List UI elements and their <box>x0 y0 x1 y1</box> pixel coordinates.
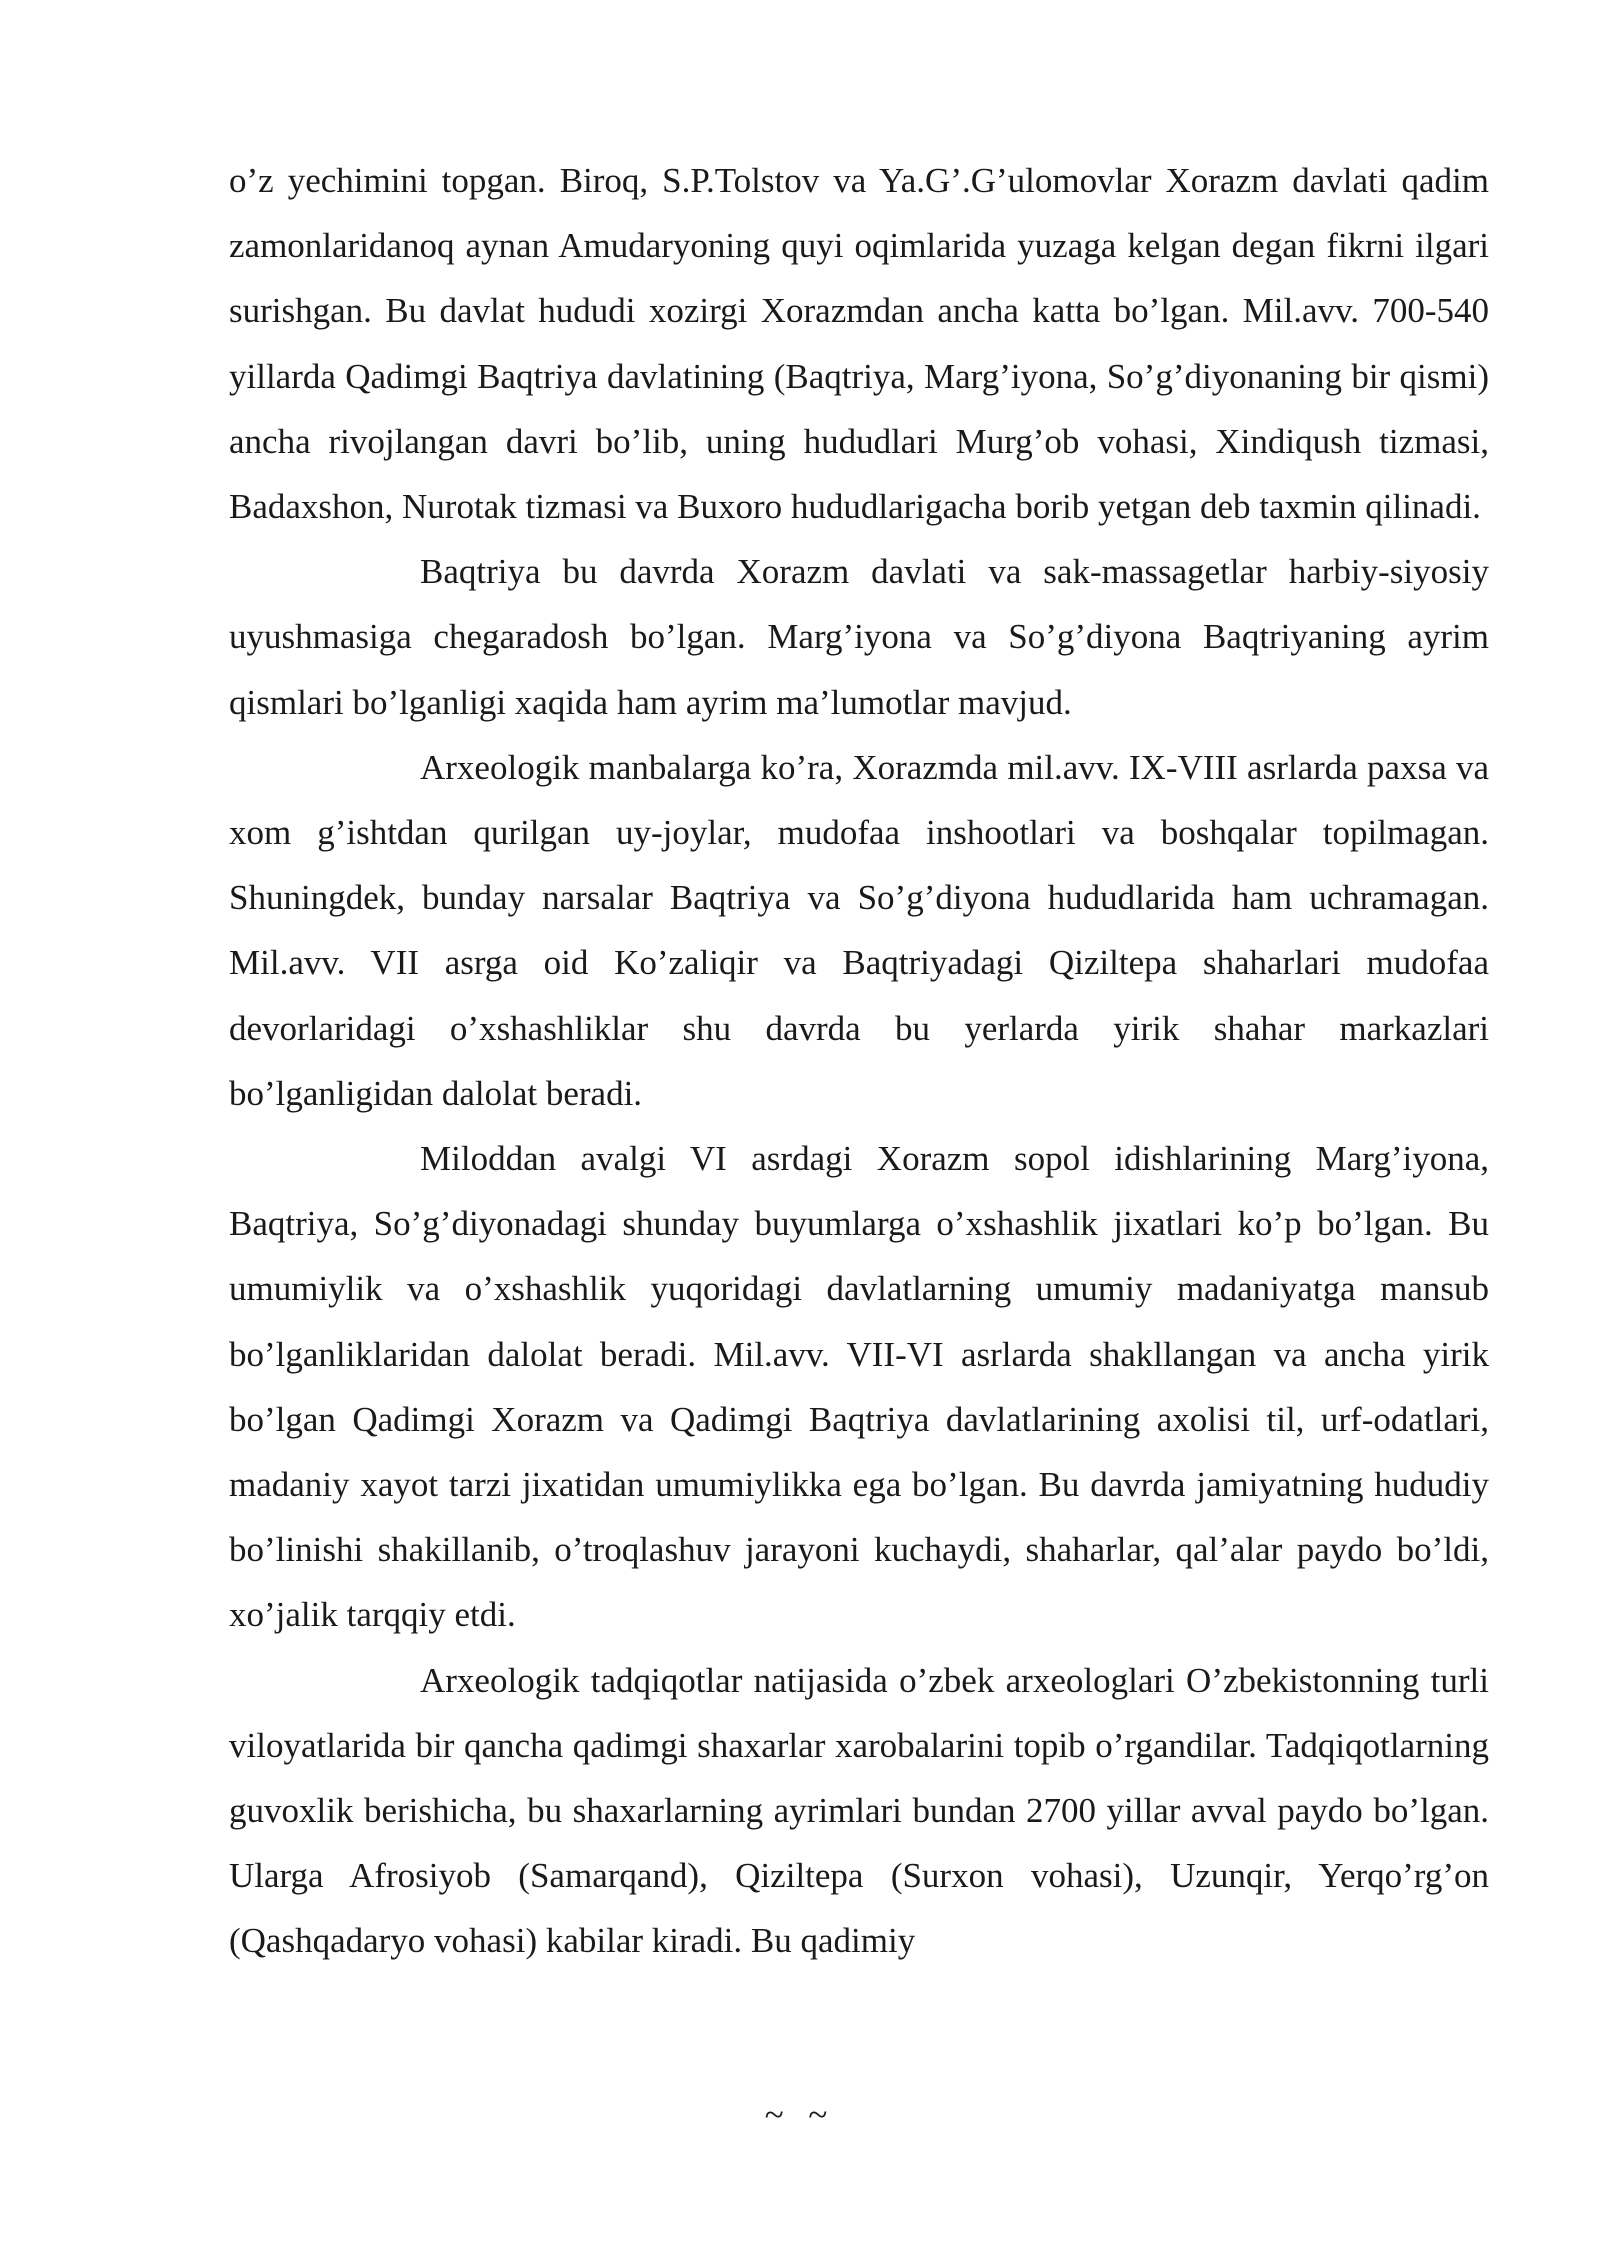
paragraph: o’z yechimini topgan. Biroq, S.P.Tolstov va Ya.G’.G’ulomovlar Xorazm davlati qadim zamonlaridanoq aynan Amudaryoning quyi oqimlarida yuzaga kelgan degan fikrni ilgari surishgan. Bu davlat hududi xozirgi Xorazmdan ancha katta bo’lgan. Mil.avv. 700-540 yillarda Qadimgi Baqtriya davlatining (Baqtriya, Marg’iyona, So’g’diyonaning bir qismi) ancha rivojlangan davri bo’lib, uning hududlari Murg’ob vohasi, Xindiqush tizmasi, Badaxshon, Nurotak tizmasi va Buxoro hududlarigacha borib yetgan deb taxmin qilinadi. <box>229 161 1489 527</box>
body-text <box>229 148 1489 1974</box>
paragraph: Arxeologik manbalarga ko’ra, Xorazmda mil.avv. IX-VIII asrlarda paxsa va xom g’ishtdan qurilgan uy-joylar, mudofaa inshootlari va boshqalar topilmagan. Shuningdek, bunday narsalar Baqtriya va So’g’diyona hududlarida ham uchramagan. Mil.avv. VII asrga oid Ko’zaliqir va Baqtriyadagi Qiziltepa shaharlari mudofaa devorlaridagi o’xshashliklar shu davrda bu yerlarda yirik shahar markazlari bo’lganligidan dalolat beradi. <box>229 747 1489 1113</box>
paragraph: Arxeologik tadqiqotlar natijasida o’zbek arxeologlari O’zbekistonning turli viloyatlarida bir qancha qadimgi shaxarlar xarobalarini topib o’rgandilar. Tadqiqotlarning guvoxlik berishicha, bu shaxarlarning ayrimlari bundan 2700 yillar avval paydo bo’lgan. Ularga Afrosiyob (Samarqand), Qiziltepa (Surxon vohasi), Uzunqir, Yerqo’rg’on (Qashqadaryo vohasi) kabilar kiradi. Bu qadimiy <box>229 1660 1489 1961</box>
page-footer: ~ ~ <box>764 2095 836 2134</box>
paragraph: Baqtriya bu davrda Xorazm davlati va sak-massagetlar harbiy-siyosiy uyushmasiga chegaradosh bo’lgan. Marg’iyona va So’g’diyona Baqtriyaning ayrim qismlari bo’lganligi xaqida ham ayrim ma’lumotlar mavjud. <box>229 552 1489 722</box>
paragraph: Miloddan avalgi VI asrdagi Xorazm sopol idishlarining Marg’iyona, Baqtriya, So’g’diyonadagi shunday buyumlarga o’xshashlik jixatlari ko’p bo’lgan. Bu umumiylik va o’xshashlik yuqoridagi davlatlarning umumiy madaniyatga mansub bo’lganliklaridan dalolat beradi. Mil.avv. VII-VI asrlarda shakllangan va ancha yirik bo’lgan Qadimgi Xorazm va Qadimgi Baqtriya davlatlarining axolisi til, urf-odatlari, madaniy xayot tarzi jixatidan umumiylikka ega bo’lgan. Bu davrda jamiyatning hududiy bo’linishi shakillanib, o’troqlashuv jarayoni kuchaydi, shaharlar, qal’alar paydo bo’ldi, xo’jalik tarqqiy etdi. <box>229 1139 1489 1635</box>
